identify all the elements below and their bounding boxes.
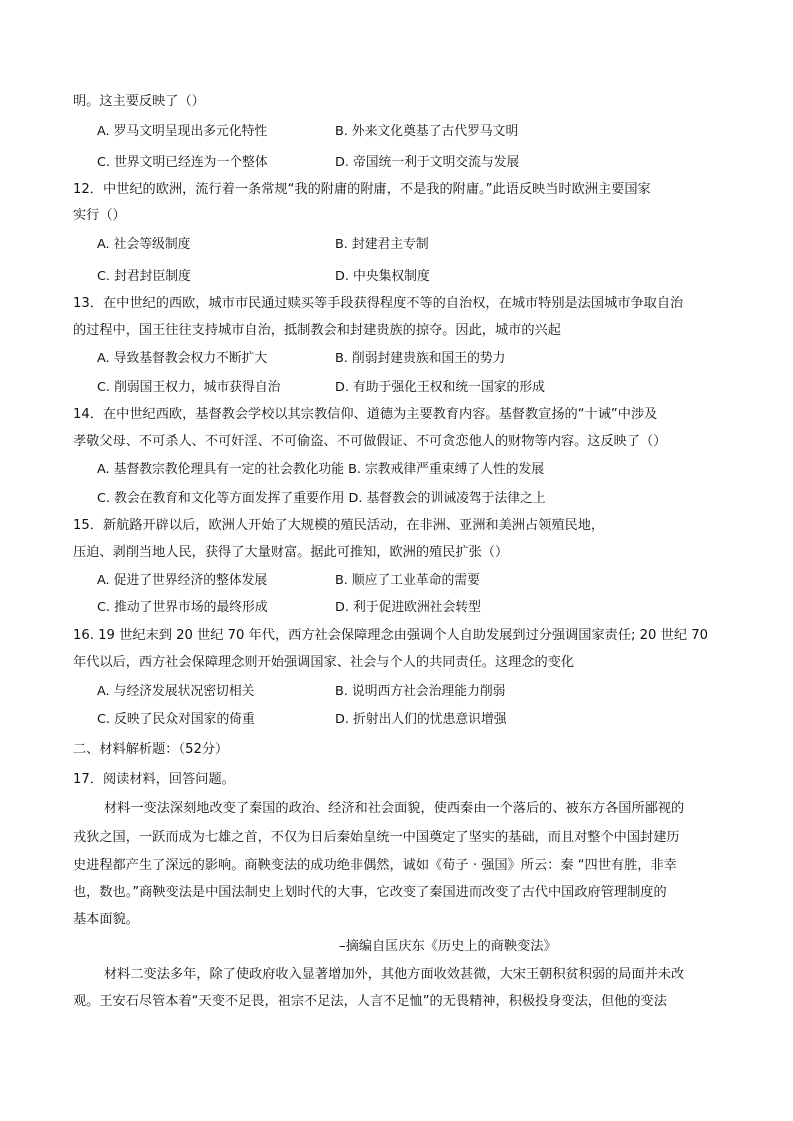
q17-material1-line2: 戎狄之国，一跃而成为七雄之首，不仅为日后秦始皇统一中国奠定了坚实的基础，而且对整个中国封建历 bbox=[73, 830, 680, 845]
q11-option-a: A. 罗马文明呈现出多元化特性 bbox=[97, 124, 268, 139]
q13-option-b: B. 削弱封建贵族和国王的势力 bbox=[335, 351, 506, 366]
q13-option-d: D. 有助于强化王权和统一国家的形成 bbox=[335, 380, 545, 395]
q14-options-cd: C. 教会在教育和文化等方面发挥了重要作用 D. 基督教会的训诫凌驾于法律之上 bbox=[97, 491, 546, 506]
q12-option-d: D. 中央集权制度 bbox=[335, 269, 430, 284]
section2-title: 二、材料解析题：（52分） bbox=[73, 742, 229, 757]
q16-stem-line2: 年代以后，西方社会保障理念则开始强调国家、社会与个人的共同责任。这理念的变化 bbox=[73, 655, 575, 670]
q13-stem-line1: 13．在中世纪的西欧，城市市民通过赎买等手段获得程度不等的自治权，在城市特别是法国城市争取自治 bbox=[73, 296, 684, 311]
q12-option-a: A. 社会等级制度 bbox=[97, 237, 191, 252]
q12-option-c: C. 封君封臣制度 bbox=[97, 269, 191, 284]
q16-option-d: D. 折射出人们的忧患意识增强 bbox=[335, 712, 507, 727]
q15-option-c: C. 推动了世界市场的最终形成 bbox=[97, 600, 268, 615]
q15-stem-line1: 15．新航路开辟以后，欧洲人开始了大规模的殖民活动，在非洲、亚洲和美洲占领殖民地， bbox=[73, 518, 605, 533]
q12-stem-line2: 实行（） bbox=[73, 208, 126, 223]
q16-option-a: A. 与经济发展状况密切相关 bbox=[97, 684, 255, 699]
q11-option-c: C. 世界文明已经连为一个整体 bbox=[97, 155, 268, 170]
q13-option-a: A. 导致基督教会权力不断扩大 bbox=[97, 351, 268, 366]
q12-option-b: B. 封建君主专制 bbox=[335, 237, 429, 252]
q16-option-c: C. 反映了民众对国家的倚重 bbox=[97, 712, 255, 727]
q13-stem-line2: 的过程中，国王往往支持城市自治，抵制教会和封建贵族的掠夺。因此，城市的兴起 bbox=[73, 323, 561, 338]
q12-stem-line1: 12．中世纪的欧洲，流行着一条常规“我的附庸的附庸，不是我的附庸。”此语反映当时欧洲主要国家 bbox=[73, 182, 651, 197]
q15-option-a: A. 促进了世界经济的整体发展 bbox=[97, 573, 268, 588]
q17-material1-source: –摘编自匡庆东《历史上的商鞅变法》 bbox=[339, 939, 557, 954]
q15-option-b: B. 顺应了工业革命的需要 bbox=[335, 573, 480, 588]
q15-stem-line2: 压迫、剥削当地人民，获得了大量财富。据此可推知，欧洲的殖民扩张（） bbox=[73, 545, 509, 560]
q17-material1-line3: 史进程都产生了深远的影响。商鞅变法的成功绝非偶然，诚如《荀子 · 强国》所云：秦 “四世有胜，非幸 bbox=[73, 858, 677, 873]
q17-material1-line5: 基本面貌。 bbox=[73, 912, 139, 927]
q13-option-c: C. 削弱国王权力，城市获得自治 bbox=[97, 380, 281, 395]
q14-options-ab: A. 基督教宗教伦理具有一定的社会教化功能 B. 宗教戒律严重束缚了人性的发展 bbox=[97, 462, 545, 477]
q17-material2-line2: 观。王安石尽管本着“天变不足畏，祖宗不足法，人言不足恤”的无畏精神，积极投身变法，但他的变法 bbox=[73, 994, 667, 1009]
q14-stem-line1: 14．在中世纪西欧，基督教会学校以其宗教信仰、道德为主要教育内容。基督教宣扬的“十诫”中涉及 bbox=[73, 407, 658, 422]
q16-option-b: B. 说明西方社会治理能力削弱 bbox=[335, 684, 506, 699]
q17-material1-line1: 材料一变法深刻地改变了秦国的政治、经济和社会面貌，使西秦由一个落后的、被东方各国所鄙视的 bbox=[104, 801, 685, 816]
q15-option-d: D. 利于促进欧洲社会转型 bbox=[335, 600, 481, 615]
q11-option-b: B. 外来文化奠基了古代罗马文明 bbox=[335, 124, 519, 139]
q16-stem-line1: 16. 19 世纪末到 20 世纪 70 年代，西方社会保障理念由强调个人自助发展到过分强调国家责任; 20 世纪 70 bbox=[73, 628, 708, 643]
q17-intro: 17．阅读材料，回答问题。 bbox=[73, 772, 235, 787]
q17-material2-line1: 材料二变法多年，除了使政府收入显著增加外，其他方面收效甚微，大宋王朝积贫积弱的局面并未改 bbox=[104, 967, 685, 982]
q14-stem-line2: 孝敬父母、不可杀人、不可奸淫、不可偷盗、不可做假证、不可贪恋他人的财物等内容。这反映了（） bbox=[73, 434, 667, 449]
q11-option-d: D. 帝国统一利于文明交流与发展 bbox=[335, 155, 520, 170]
q17-material1-line4: 也，数也。”商鞅变法是中国法制史上划时代的大事，它改变了秦国进而改变了古代中国政府管理制度的 bbox=[73, 885, 667, 900]
q11-continuation: 明。这主要反映了（） bbox=[73, 94, 205, 109]
